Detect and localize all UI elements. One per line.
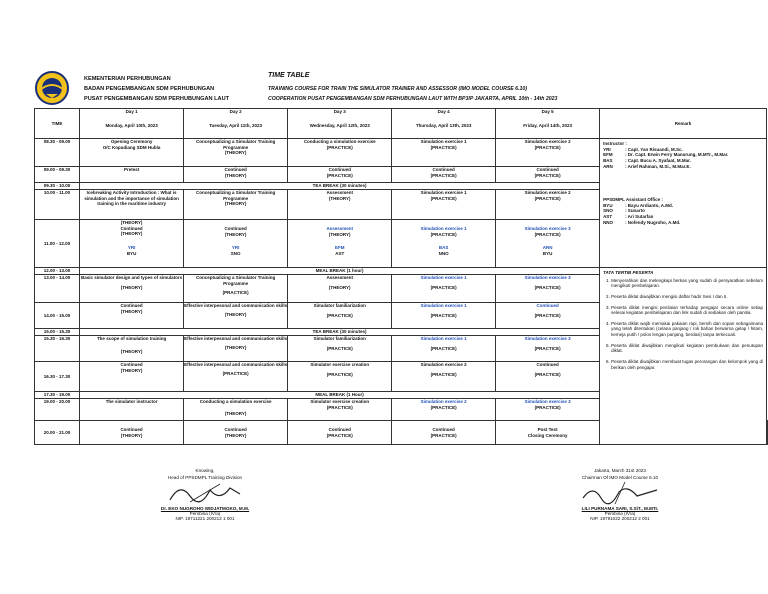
rule-item: 2. Peserta diklat diwajibkan mengisi daftar hadir Sesi I dan II. bbox=[611, 294, 763, 300]
session-cell: Conceptualizing a Simulator Training Programme (PRACTICE) bbox=[184, 275, 288, 303]
session-cell: Continued (PRACTICE) bbox=[392, 167, 496, 183]
session-cell: Effective interpesonal and communication skills (PRACTICE) bbox=[184, 362, 288, 392]
session-cell: Icebreaking Activity Introduction : What is simulation and the importance of simulation training in the maritime industry bbox=[80, 190, 184, 220]
session-cell: Simulation exercise 1 (PRACTICE) bbox=[392, 336, 496, 362]
signature-right-mark-icon bbox=[575, 480, 665, 506]
day-4-header: Day 4 Thursday, April 13th, 2023 bbox=[392, 109, 496, 139]
time-cell: 08.30 - 09.00 bbox=[35, 139, 80, 167]
session-cell: Assessment (THEORY) bbox=[288, 190, 392, 220]
session-cell: The simulator instructor bbox=[80, 399, 184, 421]
signature-left: Knowing, Head of PPSDMPL Training Division Dr. EKO NUGROHO WIDJATMOKO, M.M. Pembina (IV/a) NIP. 19711221 200212 1 001 bbox=[160, 468, 250, 521]
session-cell: Opening Ceremony O/C Kopudiang SDM Hubla bbox=[80, 139, 184, 167]
session-cell: Pretest bbox=[80, 167, 184, 183]
rule-item: 6. Peserta diklat diwajibkan membuat tugas perorangan dan kelompok yang di berikan oleh pengajar. bbox=[611, 359, 763, 370]
session-cell: Effective interpesonal and communication skills (THEORY) bbox=[184, 303, 288, 329]
session-cell: Basic simulator design and types of simulators (THEORY) bbox=[80, 275, 184, 303]
session-cell: Continued (PRACTICE) bbox=[496, 303, 600, 329]
org-line-2: BADAN PENGEMBANGAN SDM PERHUBUNGAN bbox=[84, 86, 215, 92]
session-cell: Simulation exercise 1 (PRACTICE) BAS NNO bbox=[392, 220, 496, 268]
time-cell: 10.00 - 11.00 bbox=[35, 190, 80, 220]
timetable bbox=[34, 108, 768, 445]
ministry-logo-icon bbox=[34, 70, 70, 106]
signature-right: Jakarta, March 31st 2023 Chairman Of IMO Model Course 6.10 LILI PURNAMA SARI, S.SiT., M.MTr. Pembina (IV/a) NIP. 19791022 200212 2 001 bbox=[530, 468, 710, 521]
time-cell: 17.30 - 19.00 bbox=[35, 392, 80, 399]
session-cell: Simulator familiarization (PRACTICE) bbox=[288, 303, 392, 329]
session-cell: Simulation exercise 2 (PRACTICE) bbox=[496, 190, 600, 220]
time-cell: 15.30 - 16.30 bbox=[35, 336, 80, 362]
session-cell: Simulator exercise creation (PRACTICE) bbox=[288, 362, 392, 392]
rule-item: 1. Menyerahkan dan melengkapi berkas yang sudah di persyaratkan sebelum mengikuti pembelajaran. bbox=[611, 278, 763, 289]
subtitle-2: COOPERATION PUSAT PENGEMBANGAN SDM PERHUBUNGAN LAUT WITH BP3IP JAKARTA, APRIL 10th - 14th 2023 bbox=[268, 96, 558, 102]
session-cell: Assessment (THEORY) bbox=[288, 275, 392, 303]
time-cell: 12.00 - 13.00 bbox=[35, 268, 80, 275]
session-cell: Post Test Closing Ceremony bbox=[496, 421, 600, 445]
remark-header: Remark bbox=[600, 109, 767, 139]
org-line-3: PUSAT PENGEMBANGAN SDM PERHUBUNGAN LAUT bbox=[84, 96, 230, 102]
remark-rules: TATA TERTIB PESERTA 1. Menyerahkan dan melengkapi berkas yang sudah di persyaratkan sebelum mengikuti pembelajaran. 2. Peserta diklat diwajibkan mengisi daftar hadir Sesi I dan II. 3. Peserta diklat mengisi penilaian terhadap pengajar secara online setiap selesai kegiatan pembelajaran dan link sudah di sediakan oleh panitia. 4. Peserta diklat wajib memakai pakaian rapi, bersih dan sopan sebagaimana yang telah ditentukan (celana panjang / rok bahan berwarna gelap / hitam, kemeja putih / polos lengan panjang, berdasi) tanpa terkecuali. 5. Peserta diklat diwajibkan mengikuti kegiatan pembukaan dan penutupan diklat. 6. Peserta diklat diwajibkan membuat tugas perorangan dan kelompok yang di berikan oleh pengajar. bbox=[600, 268, 767, 445]
time-header: TIME bbox=[35, 109, 80, 139]
session-cell: Assessment (THEORY) EFM AST bbox=[288, 220, 392, 268]
session-cell: Simulator familiarization (PRACTICE) bbox=[288, 336, 392, 362]
day-1-header: Day 1 Monday, April 10th, 2023 bbox=[80, 109, 184, 139]
time-cell: 11.00 - 12.00 bbox=[35, 220, 80, 268]
session-cell: Continued (THEORY) bbox=[80, 303, 184, 329]
session-cell: Simulation exercise 3 (PRACTICE) ARN BYU bbox=[496, 220, 600, 268]
day-5-header: Day 5 Friday, April 14th, 2023 bbox=[496, 109, 600, 139]
time-cell: 16.30 - 17.30 bbox=[35, 362, 80, 392]
session-cell: Simulation exercise 1 (PRACTICE) bbox=[392, 139, 496, 167]
session-cell: Continued (PRACTICE) bbox=[496, 167, 600, 183]
signature-left-mark-icon bbox=[160, 480, 250, 506]
session-cell: Continued (THEORY) YRI SNO bbox=[184, 220, 288, 268]
meal-break: MEAL BREAK (1 Hour) bbox=[80, 392, 600, 399]
session-cell: Conducting a simulation exercise (PRACTICE) bbox=[288, 139, 392, 167]
session-cell: Continued (THEORY) bbox=[80, 421, 184, 445]
session-cell: Conducting a simulation exercise (THEORY) bbox=[184, 399, 288, 421]
day-3-header: Day 3 Wednesday, April 12th, 2023 bbox=[288, 109, 392, 139]
session-cell: Simulation exercise 3 (PRACTICE) bbox=[496, 336, 600, 362]
session-cell: Simulation exercise 1 (PRACTICE) bbox=[392, 275, 496, 303]
time-cell: 14.00 - 15.00 bbox=[35, 303, 80, 329]
org-line-1: KEMENTERIAN PERHUBUNGAN bbox=[84, 76, 171, 82]
session-cell: Simulation exercise 2 (PRACTICE) bbox=[496, 139, 600, 167]
session-cell: Continued (PRACTICE) bbox=[288, 167, 392, 183]
session-cell: Continued (THEORY) bbox=[184, 167, 288, 183]
session-cell: Simulation exercise 1 (PRACTICE) bbox=[392, 303, 496, 329]
rule-item: 3. Peserta diklat mengisi penilaian terhadap pengajar secara online setiap selesai kegiatan pembelajaran dan link sudah di sediakan oleh panitia. bbox=[611, 305, 763, 316]
rule-item: 5. Peserta diklat diwajibkan mengikuti kegiatan pembukaan dan penutupan diklat. bbox=[611, 343, 763, 354]
time-cell: 20.00 - 21.00 bbox=[35, 421, 80, 445]
remark-staff: Instructor : YRI : Capt. Yan Risuandi, M.Sc. EFM : Dr. Capt. Erwin Ferry Manurung, M.MTr., M.Mar. BAS : Capt. Bucu A. Syafaat, M.Mar. ARN : Arief Rahman, M.Si., M.Mar.E. PPSDMPL Assistant Office : BYU : Bayu Ardianto, A.Md. SNO : Sunarto AST : Ari Sutarfan NNO : Nofendy Nugroho, A.Md. bbox=[600, 139, 767, 268]
session-cell: Simulation exercise 3 (PRACTICE) bbox=[496, 399, 600, 421]
time-cell: 13.00 - 14.00 bbox=[35, 275, 80, 303]
remark-empty bbox=[767, 421, 768, 445]
session-cell: Continued (THEORY) bbox=[80, 362, 184, 392]
day-2-header: Day 2 Tuesday, April 11th, 2023 bbox=[184, 109, 288, 139]
session-cell: Simulation exercise 2 (PRACTICE) bbox=[392, 362, 496, 392]
tea-break: TEA BREAK (30 minutes) bbox=[80, 329, 600, 336]
time-cell: 09.30 - 10.00 bbox=[35, 183, 80, 190]
session-cell: Continued (PRACTICE) bbox=[392, 421, 496, 445]
page-title: TIME TABLE bbox=[268, 72, 310, 79]
session-cell: Continued (THEORY) bbox=[184, 421, 288, 445]
time-cell: 15.00 - 15.30 bbox=[35, 329, 80, 336]
subtitle-1: TRAINING COURSE FOR TRAIN THE SIMULATOR TRAINER AND ASSESSOR (IMO MODEL COURSE 6.10) bbox=[268, 86, 528, 92]
session-cell: Simulation exercise 3 (PRACTICE) bbox=[496, 275, 600, 303]
session-cell: The scope of simulation training (THEORY) bbox=[80, 336, 184, 362]
session-cell: Simulation exercise 2 (PRACTICE) bbox=[392, 399, 496, 421]
meal-break: MEAL BREAK (1 hour) bbox=[80, 268, 600, 275]
session-cell: (THEORY) Continued (THEORY) YRI BYU bbox=[80, 220, 184, 268]
session-cell: Continued (PRACTICE) bbox=[288, 421, 392, 445]
session-cell: Continued (PRACTICE) bbox=[496, 362, 600, 392]
time-cell: 09.00 - 09.30 bbox=[35, 167, 80, 183]
tea-break: TEA BREAK (30 minutes) bbox=[80, 183, 600, 190]
rule-item: 4. Peserta diklat wajib memakai pakaian rapi, bersih dan sopan sebagaimana yang telah ditentukan (celana panjang / rok bahan berwarna gelap / hitam, kemeja putih / polos lengan panjang, berdasi) tanpa terkecuali. bbox=[611, 321, 763, 338]
session-cell: Conceptualizing a Simulator Training Programme (THEORY) bbox=[184, 139, 288, 167]
session-cell: Simulator exercise creation (PRACTICE) bbox=[288, 399, 392, 421]
session-cell: Conceptualizing a Simulator Training Programme (THEORY) bbox=[184, 190, 288, 220]
session-cell: Effective interpesonal and communication skills (THEORY) bbox=[184, 336, 288, 362]
session-cell: Simulation exercise 1 (PRACTICE) bbox=[392, 190, 496, 220]
time-cell: 19.00 - 20.00 bbox=[35, 399, 80, 421]
